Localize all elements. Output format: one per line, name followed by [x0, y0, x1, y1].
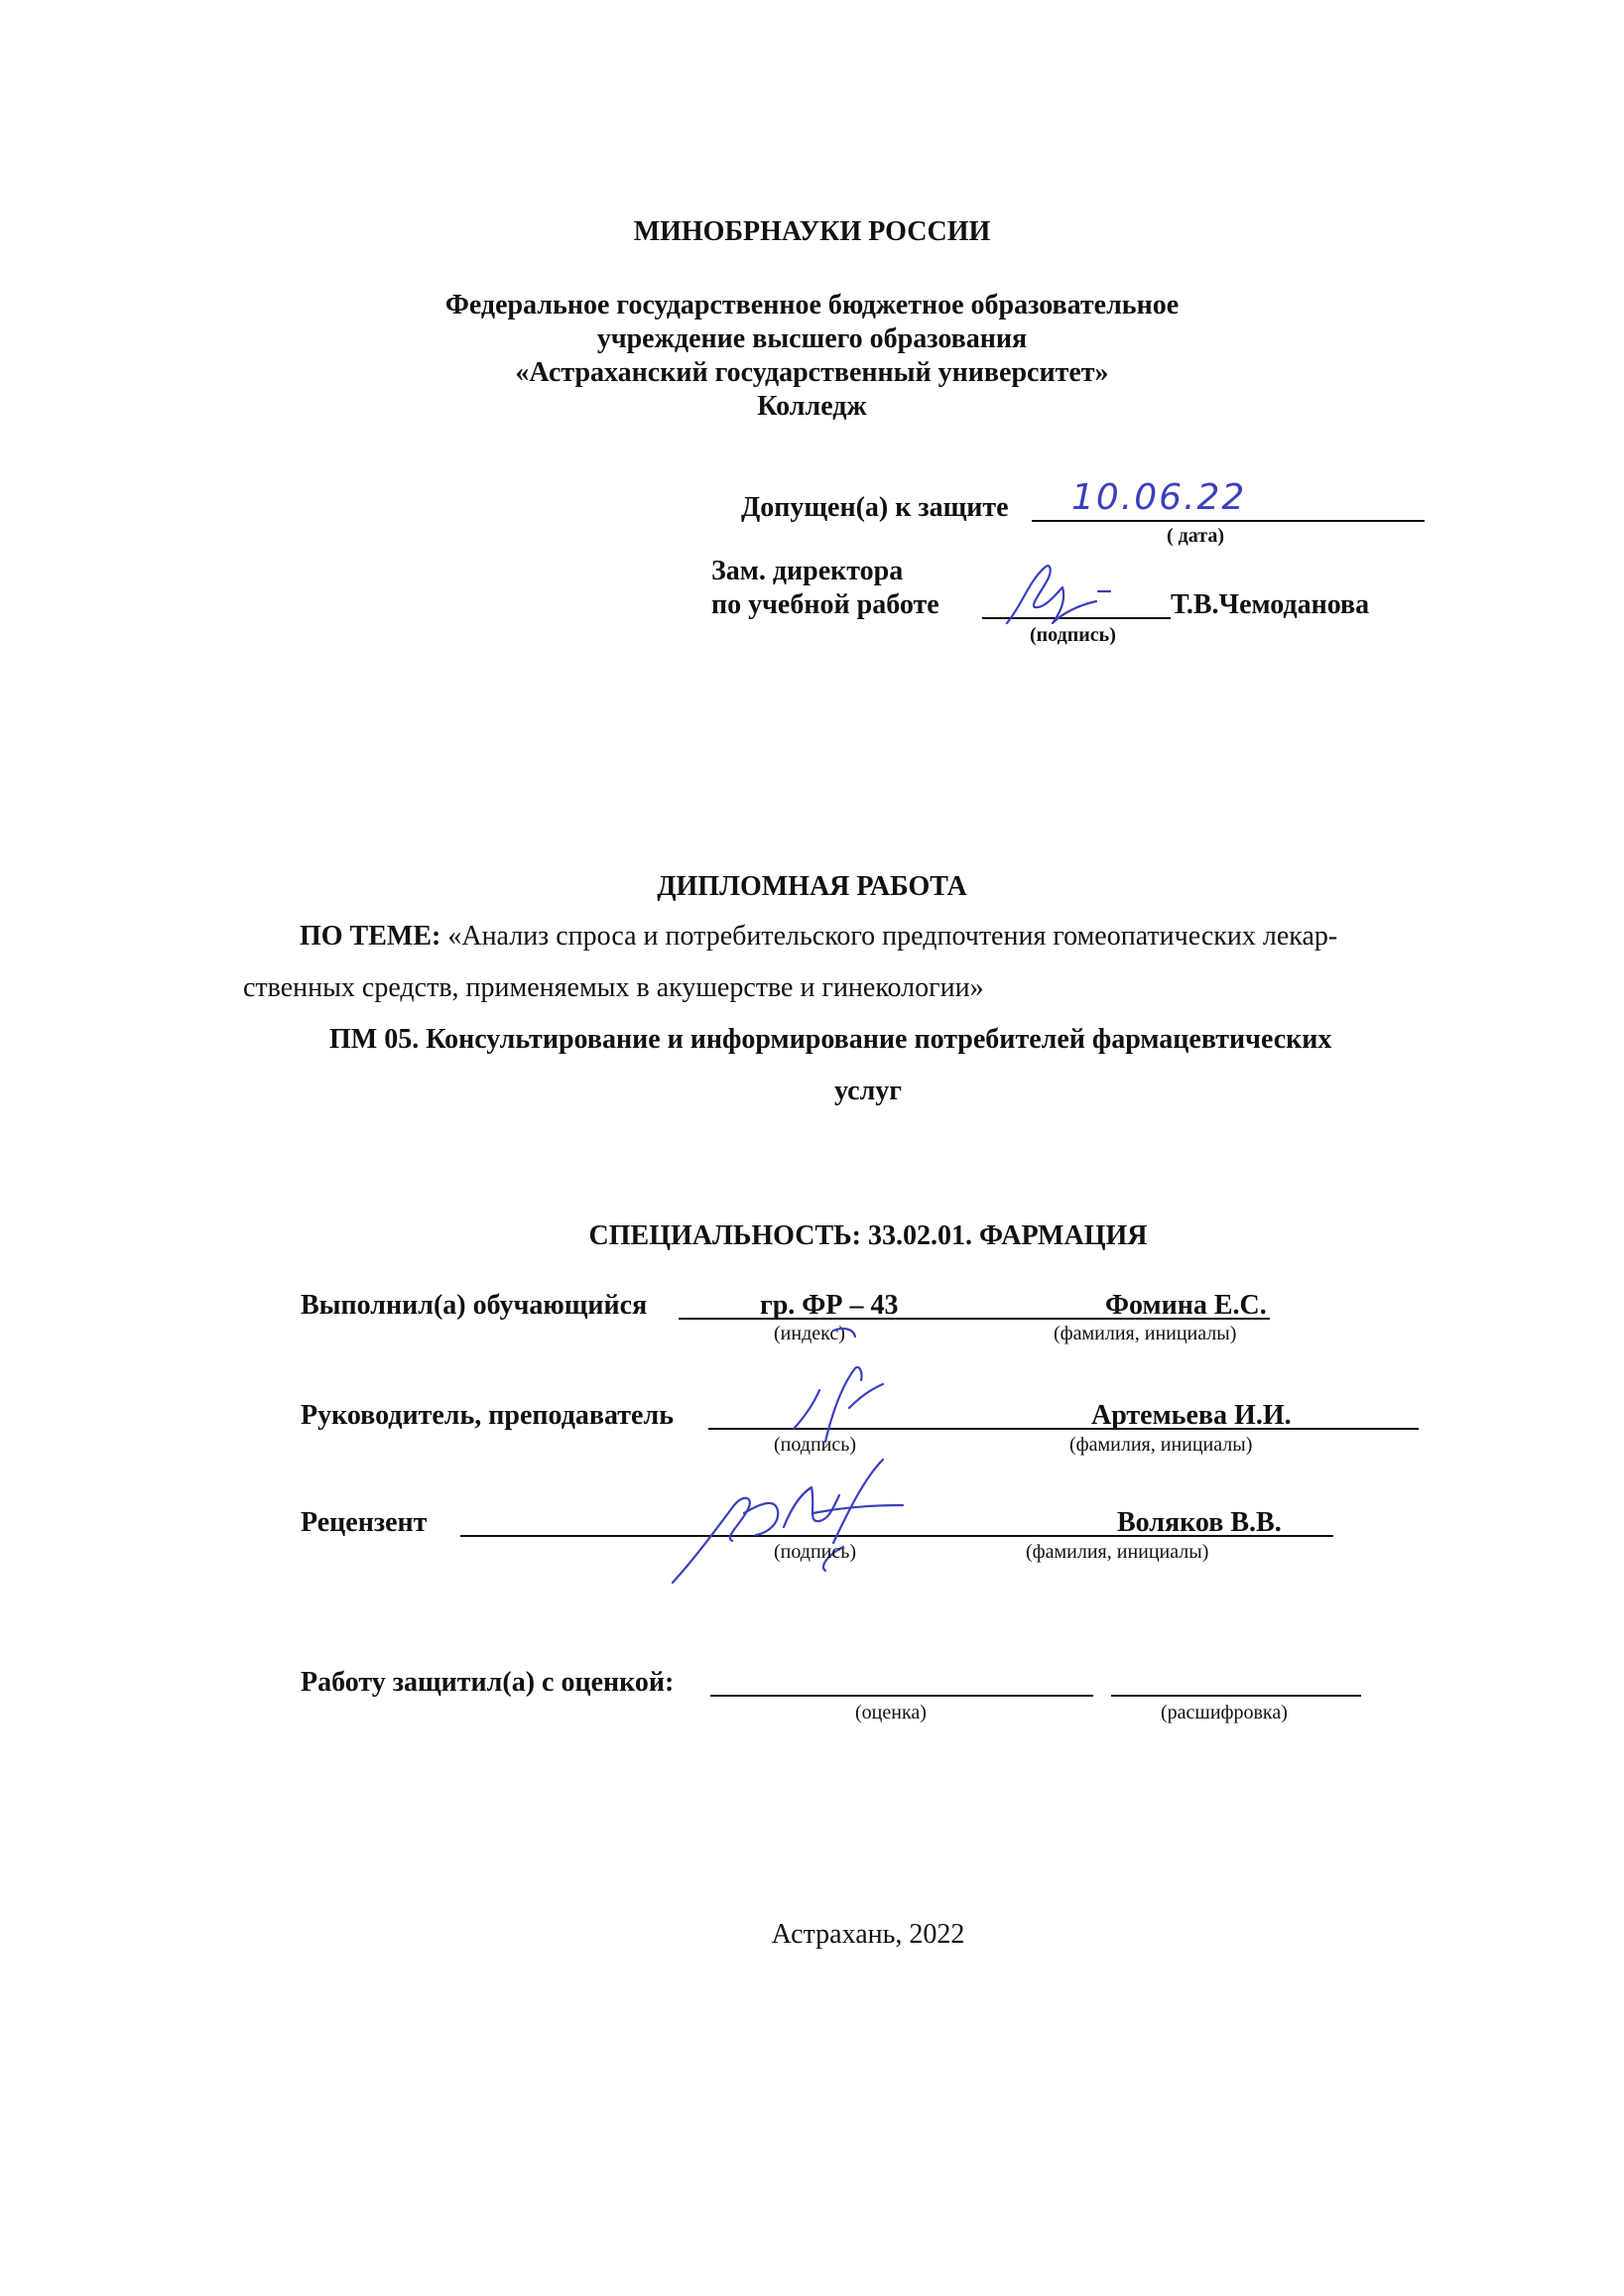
student-group: гр. ФР – 43 — [760, 1290, 899, 1321]
deputy-title-line-1: Зам. директора — [711, 556, 904, 586]
supervisor-name-caption: (фамилия, инициалы) — [1069, 1434, 1253, 1456]
admitted-date: 10.06.22 — [1071, 477, 1247, 518]
work-type-heading: ДИПЛОМНАЯ РАБОТА — [657, 871, 967, 902]
student-name-caption: (фамилия, инициалы) — [1054, 1323, 1237, 1344]
student-name: Фомина Е.С. — [1105, 1290, 1267, 1321]
topic-text-1: «Анализ спроса и потребительского предпочтения гомеопатических лекар- — [447, 921, 1338, 952]
deputy-title-line-2: по учебной работе — [711, 589, 939, 620]
grade-caption: (оценка) — [855, 1702, 927, 1723]
reviewer-name: Воляков В.В. — [1117, 1507, 1282, 1538]
reviewer-label: Рецензент — [301, 1507, 428, 1538]
supervisor-label: Руководитель, преподаватель — [301, 1400, 675, 1431]
topic-line-1 — [300, 923, 1337, 951]
reviewer-signature-caption: (подпись) — [774, 1541, 857, 1563]
date-caption: ( дата) — [1167, 525, 1224, 547]
topic-line-2: ственных средств, применяемых в акушерстве и гинекологии» — [243, 972, 984, 1003]
module-line-2: услуг — [834, 1076, 902, 1106]
student-label: Выполнил(а) обучающийся — [301, 1290, 648, 1321]
institution-line-2: учреждение высшего образования — [596, 323, 1028, 354]
date-line — [1032, 520, 1425, 522]
grade-line — [710, 1695, 1093, 1697]
place-year: Астрахань, 2022 — [771, 1919, 965, 1950]
deputy-signature-caption: (подпись) — [1030, 624, 1116, 646]
reviewer-handwritten-signature — [655, 1444, 913, 1593]
supervisor-signature-caption: (подпись) — [774, 1434, 857, 1456]
index-caption: (индекс) — [774, 1323, 845, 1344]
ministry-heading: МИНОБРНАУКИ РОССИИ — [633, 216, 991, 247]
deputy-name: Т.В.Чемоданова — [1171, 589, 1370, 620]
admitted-label: Допущен(а) к защите — [741, 492, 1009, 523]
topic-label: ПО ТЕМЕ: — [300, 921, 441, 952]
grade-label: Работу защитил(а) с оценкой: — [301, 1667, 675, 1698]
module-line-1: ПМ 05. Консультирование и информирование потребителей фармацевтических — [329, 1024, 1332, 1055]
department-name: Колледж — [757, 391, 867, 422]
reviewer-name-caption: (фамилия, инициалы) — [1026, 1541, 1209, 1563]
institution-line-3: «Астраханский государственный университет» — [515, 357, 1109, 388]
institution-line-1: Федеральное государственное бюджетное образовательное — [444, 290, 1180, 320]
grade-decoding-line — [1111, 1695, 1361, 1697]
specialty-heading: СПЕЦИАЛЬНОСТЬ: 33.02.01. ФАРМАЦИЯ — [588, 1220, 1148, 1251]
decoding-caption: (расшифровка) — [1161, 1702, 1288, 1723]
supervisor-name: Артемьева И.И. — [1091, 1400, 1292, 1431]
